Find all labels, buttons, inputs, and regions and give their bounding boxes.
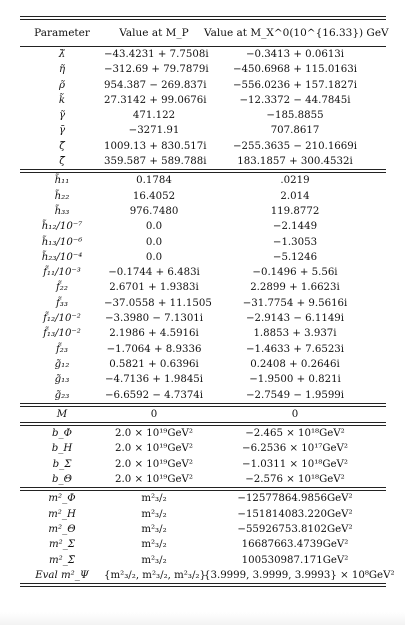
mx-value-cell: −1.4633 + 7.6523i <box>245 343 345 355</box>
table-row <box>20 553 386 568</box>
param-cell: g̃₁₂ <box>54 358 70 370</box>
param-cell: g̃₂₃ <box>54 389 70 401</box>
mp-value-cell: −1.7064 + 8.9336 <box>106 343 202 355</box>
mx-value-cell: −12577864.9856GeV² <box>237 493 353 505</box>
table-row <box>20 280 386 295</box>
mp-value-cell: 0.0 <box>145 251 163 263</box>
mp-value-cell: 0.0 <box>145 236 163 248</box>
mx-value-cell: 707.8617 <box>270 125 320 137</box>
param-cell: h̃₁₁ <box>54 175 70 187</box>
table-row <box>20 108 386 123</box>
parameter-table <box>20 16 395 587</box>
param-cell: f̃₁₃/10⁻² <box>43 328 81 340</box>
mx-value-cell: −1.0311 × 10¹⁸GeV² <box>242 458 348 470</box>
mp-value-cell: −312.69 + 79.7879i <box>104 64 209 76</box>
table-row <box>20 342 386 357</box>
mx-value-cell: −0.1496 + 5.56i <box>252 267 338 279</box>
param-cell: Eval m²_Ψ <box>35 569 89 581</box>
mp-value-cell: m²₃/₂ <box>141 539 167 551</box>
mx-value-cell: −1.3053 <box>272 236 318 248</box>
bottom-rule <box>20 583 386 587</box>
mp-value-cell: 0.0 <box>145 221 163 233</box>
param-cell: m²_Σ <box>48 539 76 551</box>
table-row <box>20 311 386 326</box>
param-cell: h̃₁₃/10⁻⁶ <box>41 236 83 248</box>
mx-value-cell: −185.8855 <box>266 110 324 122</box>
mp-value-cell: m²₃/₂ <box>141 508 167 520</box>
param-cell: f̃₁₂/10⁻² <box>43 313 81 325</box>
table-row <box>20 296 386 311</box>
mx-value-cell: −2.576 × 10¹⁸GeV² <box>245 474 345 486</box>
mp-value-cell: 2.0 × 10¹⁹GeV² <box>115 458 193 470</box>
table-row <box>20 426 386 441</box>
mx-value-cell: −2.465 × 10¹⁸GeV² <box>245 428 345 440</box>
mp-value-cell: 471.122 <box>132 110 176 122</box>
param-cell: m²_Σ̄ <box>48 554 76 566</box>
mp-value-cell: 976.7480 <box>129 205 179 217</box>
param-cell: f̃₂₃ <box>56 343 68 355</box>
table-row <box>20 522 386 537</box>
mp-value-cell: −3.3980 − 7.1301i <box>104 313 204 325</box>
table-row <box>20 491 386 506</box>
mp-value-cell: −0.1744 + 6.483i <box>108 267 200 279</box>
mp-value-cell: {m²₃/₂, m²₃/₂, m²₃/₂} <box>104 569 206 581</box>
mx-value-cell: 0 <box>291 408 299 420</box>
table-row <box>20 235 386 250</box>
mx-value-cell: −5.1246 <box>272 251 318 263</box>
mp-value-cell: 0.1784 <box>136 175 172 187</box>
mp-value-cell: −43.4231 + 7.7508i <box>104 49 209 60</box>
table-row <box>20 407 386 422</box>
param-cell: f̃₃₃ <box>56 297 68 309</box>
mp-value-cell: −3271.91 <box>128 125 180 137</box>
mp-value-cell: −6.6592 − 4.7374i <box>104 389 204 401</box>
param-cell: g̃₁₃ <box>54 374 70 386</box>
param-cell: f̃₁₁/10⁻³ <box>43 267 81 279</box>
param-cell: M <box>56 408 68 420</box>
mx-value-cell: 119.8772 <box>270 205 320 217</box>
table-row <box>20 441 386 456</box>
table-row <box>20 537 386 552</box>
mp-value-cell: m²₃/₂ <box>141 493 167 505</box>
header-value-mx: Value at M_X^0(10^{16.33}) GeV <box>204 27 389 39</box>
mp-value-cell: −37.0558 + 11.1505 <box>104 297 212 309</box>
param-cell: m²_Θ <box>48 523 76 535</box>
table-row <box>20 357 386 372</box>
param-cell: ζ̃ <box>59 140 65 152</box>
mx-value-cell: .0219 <box>280 175 310 187</box>
param-cell: b_Θ <box>52 474 72 486</box>
param-cell: h̃₁₂/10⁻⁷ <box>41 221 83 233</box>
param-cell: b_H <box>51 443 73 455</box>
mx-value-cell: −2.7549 − 1.9599i <box>245 389 345 401</box>
param-cell: γ̄ <box>58 125 66 137</box>
mx-value-cell: 1.8853 + 3.937i <box>253 328 337 340</box>
table-row <box>20 472 386 487</box>
mx-value-cell: −2.1449 <box>272 221 318 233</box>
table-row <box>20 154 386 169</box>
param-cell: f̃₂₂ <box>56 282 68 294</box>
param-cell: h̃₃₃ <box>54 205 70 217</box>
mp-value-cell: 0 <box>150 408 158 420</box>
table-row <box>20 372 386 387</box>
mx-value-cell: 2.2899 + 1.6623i <box>250 282 340 294</box>
mp-value-cell: 2.0 × 10¹⁹GeV² <box>115 474 193 486</box>
table-row <box>20 78 386 93</box>
table-row <box>20 219 386 234</box>
table-body <box>20 47 395 587</box>
table-row <box>20 189 386 204</box>
table-row <box>20 326 386 341</box>
table-header <box>20 20 389 46</box>
table-row <box>20 457 386 472</box>
mx-value-cell: −55926753.8102GeV² <box>237 523 353 535</box>
table-row <box>20 204 386 219</box>
page-bottom-edge <box>0 612 405 625</box>
param-cell: k̃ <box>58 94 66 106</box>
table-row <box>20 507 386 522</box>
mx-value-cell: −0.3413 + 0.0613i <box>245 49 345 60</box>
param-cell: m²_H <box>48 508 76 520</box>
mp-value-cell: m²₃/₂ <box>141 523 167 535</box>
mp-value-cell: 2.6701 + 1.9383i <box>109 282 199 294</box>
param-cell: b_Σ <box>52 458 72 470</box>
mp-value-cell: 359.587 + 589.788i <box>104 156 207 168</box>
table-row <box>20 173 386 188</box>
mp-value-cell: 2.0 × 10¹⁹GeV² <box>115 443 193 455</box>
mx-value-cell: −450.6968 + 115.0163i <box>232 64 358 76</box>
param-cell: η̃ <box>58 64 66 76</box>
mx-value-cell: {3.9999, 3.9999, 3.9993} × 10⁸GeV² <box>204 569 395 581</box>
mp-value-cell: 954.387 − 269.837i <box>104 79 207 91</box>
mp-value-cell: m²₃/₂ <box>141 554 167 566</box>
mx-value-cell: 16687663.4739GeV² <box>241 539 349 551</box>
mp-value-cell: 0.5821 + 0.6396i <box>109 358 199 370</box>
table-row <box>20 568 395 583</box>
param-cell: ζ̄ <box>59 156 65 168</box>
param-cell: h̃₂₂ <box>54 190 70 202</box>
mx-value-cell: 183.1857 + 300.4532i <box>237 156 353 168</box>
param-cell: ρ̃ <box>59 79 65 91</box>
table-row <box>20 265 386 280</box>
mx-value-cell: −6.2536 × 10¹⁷GeV² <box>242 443 348 455</box>
mp-value-cell: 27.3142 + 99.0676i <box>104 94 207 106</box>
mx-value-cell: 0.2408 + 0.2646i <box>250 358 340 370</box>
table-row <box>20 47 386 62</box>
mp-value-cell: 1009.13 + 830.517i <box>104 140 207 152</box>
mp-value-cell: 16.4052 <box>132 190 176 202</box>
param-cell: m²_Φ <box>48 493 76 505</box>
table-row <box>20 123 386 138</box>
param-cell: b_Φ <box>52 428 72 440</box>
table-row <box>20 388 386 403</box>
mp-value-cell: −4.7136 + 1.9845i <box>104 374 204 386</box>
mp-value-cell: 2.0 × 10¹⁹GeV² <box>115 428 193 440</box>
header-parameter: Parameter <box>34 27 90 39</box>
mp-value-cell: 2.1986 + 4.5916i <box>109 328 199 340</box>
param-cell: λ̃ <box>58 49 66 60</box>
mx-value-cell: −2.9143 − 6.1149i <box>245 313 345 325</box>
mx-value-cell: −1.9500 + 0.821i <box>249 374 341 386</box>
mx-value-cell: −556.0236 + 157.1827i <box>232 79 358 91</box>
table-row <box>20 250 386 265</box>
param-cell: γ̃ <box>58 110 66 122</box>
mx-value-cell: 100530987.171GeV² <box>241 554 349 566</box>
mx-value-cell: −255.3635 − 210.1669i <box>232 140 358 152</box>
param-cell: h̃₂₃/10⁻⁴ <box>41 251 83 263</box>
mx-value-cell: 2.014 <box>280 190 310 202</box>
table-row <box>20 93 386 108</box>
header-value-mp: Value at M_P <box>119 27 189 39</box>
table-row <box>20 139 386 154</box>
mx-value-cell: −151814083.220GeV² <box>237 508 353 520</box>
mx-value-cell: −31.7754 + 9.5616i <box>242 297 348 309</box>
table-row <box>20 62 386 77</box>
mx-value-cell: −12.3372 − 44.7845i <box>239 94 351 106</box>
